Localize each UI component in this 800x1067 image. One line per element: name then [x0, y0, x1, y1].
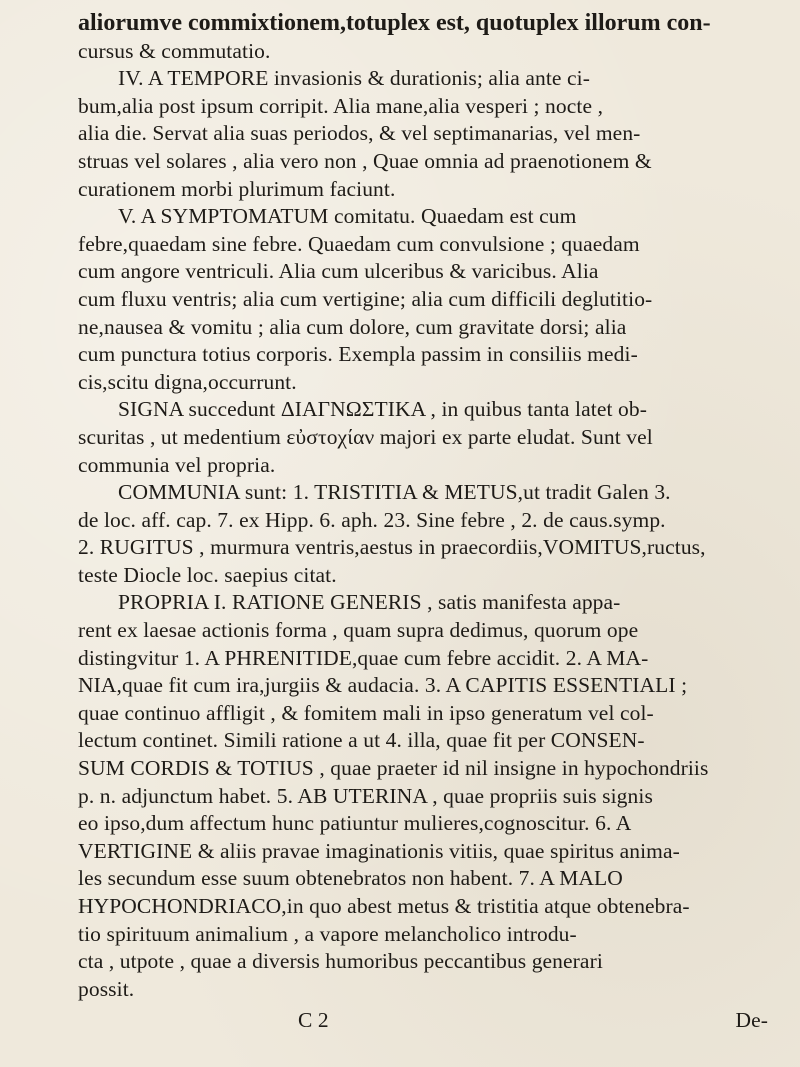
text-line: cursus & commutatio.: [78, 38, 271, 63]
text-line: de loc. aff. cap. 7. ex Hipp. 6. aph. 23. Sine febre , 2. de caus.symp.: [78, 507, 666, 532]
text-line: p. n. adjunctum habet. 5. AB UTERINA , quae propriis suis signis: [78, 783, 653, 808]
text-line: lectum continet. Simili ratione a ut 4. illa, quae fit per CONSEN-: [78, 728, 645, 753]
text-line: PROPRIA I. RATIONE GENERIS , satis manifesta appa-: [118, 590, 621, 615]
text-line: cum fluxu ventris; alia cum vertigine; alia cum difficili deglutitio-: [78, 286, 653, 311]
text-line: VERTIGINE & aliis pravae imaginationis vitiis, quae spiritus anima-: [78, 838, 680, 863]
text-line: alia die. Servat alia suas periodos, & vel septimanarias, vel men-: [78, 121, 641, 146]
text-line: quae continuo affligit , & fomitem mali in ipso generatum vel col-: [78, 700, 654, 725]
text-line: eo ipso,dum affectum hunc patiuntur mulieres,cognoscitur. 6. A: [78, 811, 632, 836]
text-line: tio spirituum animalium , a vapore melancholico introdu-: [78, 921, 577, 946]
text-line: cis,scitu digna,occurrunt.: [78, 369, 297, 394]
text-line: les secundum esse suum obtenebratos non habent. 7. A MALO: [78, 866, 623, 891]
text-line: distingvitur 1. A PHRENITIDE,quae cum febre accidit. 2. A MA-: [78, 645, 649, 670]
signature-mark: C 2: [298, 1008, 329, 1033]
text-line: struas vel solares , alia vero non , Quae omnia ad praenotionem &: [78, 148, 652, 173]
text-line: 2. RUGITUS , murmura ventris,aestus in praecordiis,VOMITUS,ructus,: [78, 535, 706, 560]
text-line: SUM CORDIS & TOTIUS , quae praeter id nil insigne in hypochondriis: [78, 756, 709, 781]
text-line: IV. A TEMPORE invasionis & durationis; alia ante ci-: [118, 66, 590, 91]
text-line: COMMUNIA sunt: 1. TRISTITIA & METUS,ut tradit Galen 3.: [118, 480, 671, 505]
text-line: cta , utpote , quae a diversis humoribus peccantibus generari: [78, 949, 603, 974]
text-line: scuritas , ut medentium εὐστοχίαν majori ex parte eludat. Sunt vel: [78, 424, 653, 449]
text-line: NIA,quae fit cum ira,jurgiis & audacia. 3. A CAPITIS ESSENTIALI ;: [78, 673, 688, 698]
body-text: [78, 10, 778, 1035]
text-line: possit.: [78, 976, 135, 1001]
text-line: bum,alia post ipsum corripit. Alia mane,alia vesperi ; nocte ,: [78, 93, 604, 118]
text-line: SIGNA succedunt ΔΙΑΓΝΩΣΤΙΚΑ , in quibus tanta latet ob-: [118, 397, 647, 422]
text-line: HYPOCHONDRIACO,in quo abest metus & tristitia atque obtenebra-: [78, 894, 690, 918]
text-line: communia vel propria.: [78, 452, 276, 477]
text-line: teste Diocle loc. saepius citat.: [78, 562, 337, 587]
text-line: rent ex laesae actionis forma , quam supra dedimus, quorum ope: [78, 618, 639, 643]
text-line: aliorumve commixtionem,totuplex est, quotuplex illorum con-: [78, 10, 711, 36]
page-footer: [78, 1007, 778, 1035]
text-line: cum punctura totius corporis. Exempla passim in consiliis medi-: [78, 342, 638, 367]
text-line: ne,nausea & vomitu ; alia cum dolore, cum gravitate dorsi; alia: [78, 314, 627, 339]
text-line: febre,quaedam sine febre. Quaedam cum convulsione ; quaedam: [78, 231, 640, 256]
catchword: De-: [735, 1008, 768, 1033]
text-line: V. A SYMPTOMATUM comitatu. Quaedam est cum: [118, 204, 577, 229]
text-line: cum angore ventriculi. Alia cum ulceribus & varicibus. Alia: [78, 259, 599, 284]
text-line: curationem morbi plurimum faciunt.: [78, 176, 396, 201]
